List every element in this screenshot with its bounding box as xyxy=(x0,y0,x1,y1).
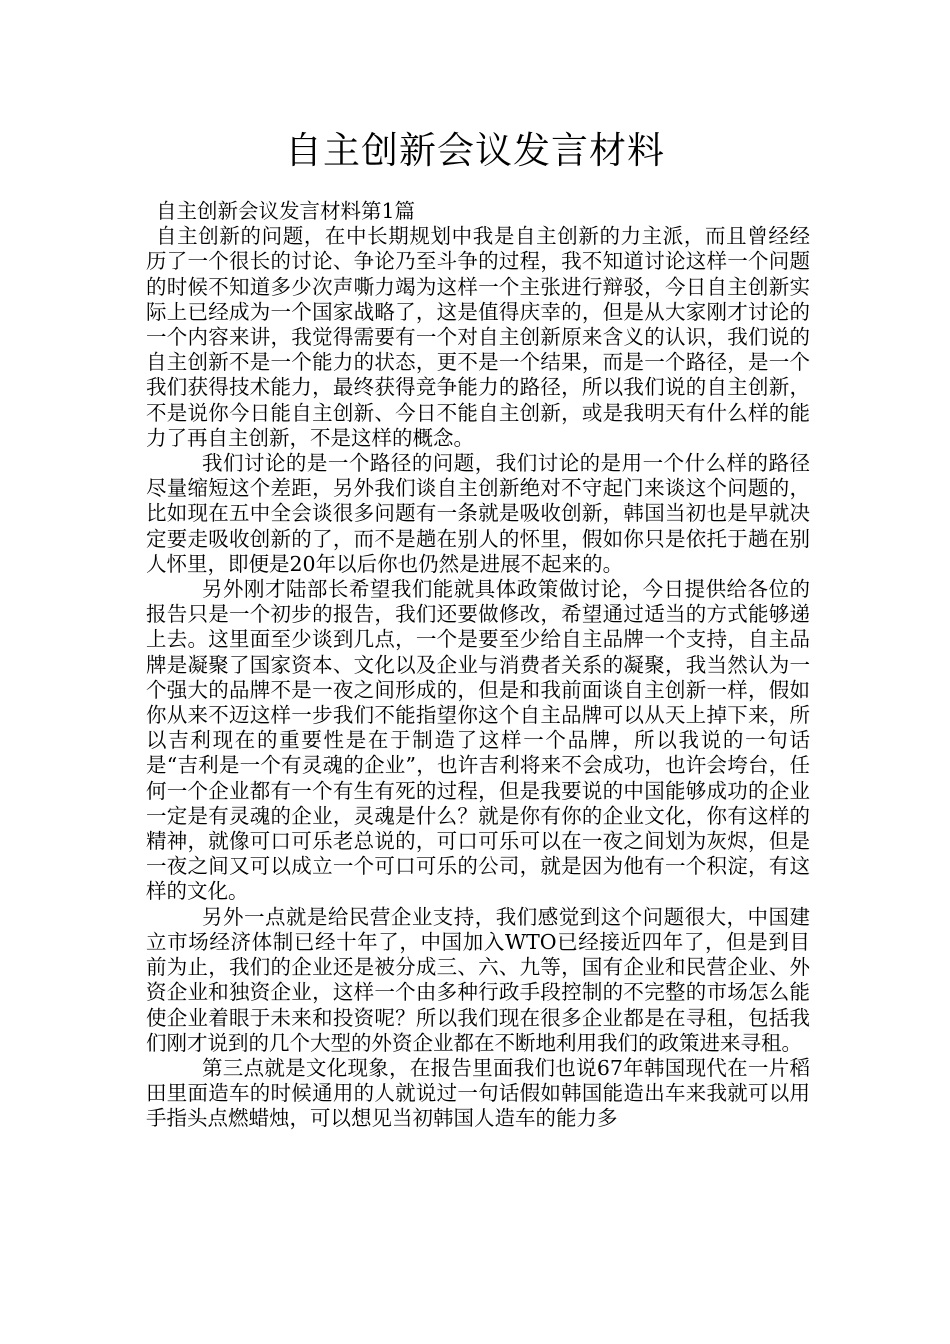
paragraph-1: 自主创新的问题，在中长期规划中我是自主创新的力主派，而且曾经经历了一个很长的讨论、争论乃至斗争的过程，我不知道讨论这样一个问题的时候不知道多少次声嘶力竭为这样一个主张进行辩驳，今日自主创新实际上已经成为一个国家战略了，这是值得庆幸的，但是从大家刚才讨论的一个内容来讲，我觉得需要有一个对自主创新原来含义的认识，我们说的自主创新不是一个能力的状态，更不是一个结果，而是一个路径，是一个我们获得技术能力，最终获得竞争能力的路径，所以我们说的自主创新，不是说你今日能自主创新、今日不能自主创新，或是我明天有什么样的能力了再自主创新，不是这样的概念。 xyxy=(146,224,810,450)
document-title: 自主创新会议发言材料 xyxy=(285,129,665,172)
document-body xyxy=(146,199,810,1132)
paragraph-2: 我们讨论的是一个路径的问题，我们讨论的是用一个什么样的路径尽量缩短这个差距，另外我们谈自主创新绝对不守起门来谈这个问题的，比如现在五中全会谈很多问题有一条就是吸收创新，韩国当初也是早就决定要走吸收创新的了，而不是趟在别人的怀里，假如你只是依托于趟在别人怀里，即便是20年以后你也仍然是进展不起来的。 xyxy=(146,451,810,576)
section-heading: 自主创新会议发言材料第1篇 xyxy=(156,199,416,223)
paragraph-3: 另外刚才陆部长希望我们能就具体政策做讨论，今日提供给各位的报告只是一个初步的报告，我们还要做修改，希望通过适当的方式能够递上去。这里面至少谈到几点，一个是要至少给自主品牌一个支持，自主品牌是凝聚了国家资本、文化以及企业与消费者关系的凝聚，我当然认为一个强大的品牌不是一夜之间形成的，但是和我前面谈自主创新一样，假如你从来不迈这样一步我们不能指望你这个自主品牌可以从天上掉下来，所以吉利现在的重要性是在于制造了这样一个品牌，所以我说的一句话是“吉利是一个有灵魂的企业”，也许吉利将来不会成功，也许会垮台，任何一个企业都有一个有生有死的过程，但是我要说的中国能够成功的企业一定是有灵魂的企业，灵魂是什么？就是你有你的企业文化，你有这样的精神，就像可口可乐老总说的，可口可乐可以在一夜之间划为灰烬，但是一夜之间又可以成立一个可口可乐的公司，就是因为他有一个积淀，有这样的文化。 xyxy=(146,577,810,904)
paragraph-5: 第三点就是文化现象，在报告里面我们也说67年韩国现代在一片稻田里面造车的时候通用的人就说过一句话假如韩国能造出车来我就可以用手指头点燃蜡烛，可以想见当初韩国人造车的能力多 xyxy=(146,1055,810,1131)
paragraph-4: 另外一点就是给民营企业支持，我们感觉到这个问题很大，中国建立市场经济体制已经十年了，中国加入WTO已经接近四年了，但是到目前为止，我们的企业还是被分成三、六、九等，国有企业和民营企业、外资企业和独资企业，这样一个由多种行政手段控制的不完整的市场怎么能使企业着眼于未来和投资呢？所以我们现在很多企业都是在寻租，包括我们刚才说到的几个大型的外资企业都在不断地利用我们的政策进来寻租。 xyxy=(146,904,810,1055)
